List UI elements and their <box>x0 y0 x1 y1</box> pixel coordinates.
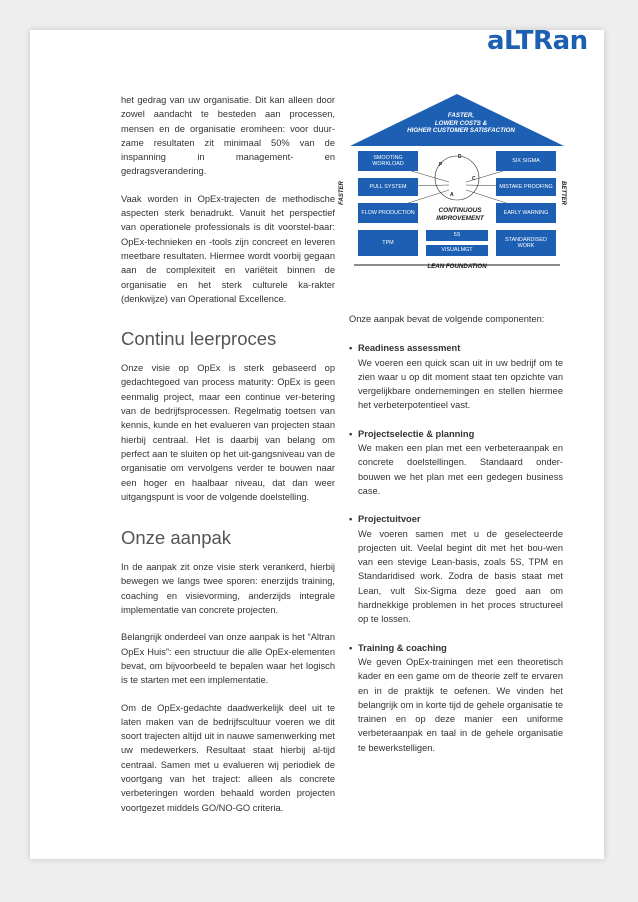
bullet-body-projectselectie: We maken een plan met een verbeteraanpak en concrete doelstellingen. Standaard onder-bouwen we het plan met een gedegen business case. <box>358 443 563 496</box>
pillar-mistake-proofing <box>496 178 556 196</box>
base-5s <box>426 230 488 241</box>
roof-label-text: FASTER, LOWER COSTS & HIGHER CUSTOMER SATISFACTION <box>407 112 515 135</box>
bullet-title-readiness: • Readiness assessment <box>349 343 461 354</box>
base-tpm <box>358 230 418 256</box>
section2-paragraph-1: In de aanpak zit onze visie sterk verankerd, hierbij bewegen we langs twee sporen: enerzijds training, coaching en visievorming, anderzijds integrale implementatie van concrete projecten. <box>121 562 335 616</box>
bullet-title-training: • Training & coaching <box>349 642 447 653</box>
base-visual-mgt <box>426 245 488 256</box>
section-title-continu-leerproces: Continu leerproces <box>121 328 277 350</box>
box-label: SIX SIGMA <box>512 157 540 164</box>
foundation-text: LEAN FOUNDATION <box>427 263 487 270</box>
pillar-smoothing-workload <box>358 151 418 171</box>
intro-paragraph-1: het gedrag van uw organisatie. Dit kan alleen door zowel aandacht te besteden aan processen, mensen en de organisatie eromheen: voor duur-zame resultaten zit minimaal 50% van de inspanning in management- en gedragsverandering. <box>121 95 335 177</box>
section-title-onze-aanpak: Onze aanpak <box>121 527 232 549</box>
opex-house-diagram <box>338 90 568 278</box>
bullet-title-text: Projectuitvoer <box>358 514 421 525</box>
bullet-body-readiness: We voeren een quick scan uit in uw bedrijf om te zien waar u op dit moment staat ten opzichte van vergelijkbare ondernemingen en stellen hiermee het verbeterpotentieel vast. <box>358 357 563 411</box>
components-intro: Onze aanpak bevat de volgende componenten: <box>349 314 545 324</box>
pdca-a: A <box>450 192 454 198</box>
section2-paragraph-2: Belangrijk onderdeel van onze aanpak is het “Altran OpEx Huis”: een structuur die alle OpEx-elementen bevat, om bijvoorbeeld te bepalen waar het logisch is te starten met een implementatie. <box>121 632 335 686</box>
faster-text: FASTER <box>338 181 345 205</box>
bullet-title-projectuitvoer: • Projectuitvoer <box>349 514 421 525</box>
box-label: VISUALMGT <box>441 247 473 254</box>
box-label: TPM <box>382 239 394 246</box>
altran-logo: aLTRan <box>487 26 588 56</box>
right-column <box>349 312 563 755</box>
section2-paragraph-3: Om de OpEx-gedachte daadwerkelijk deel uit te laten maken van de bedrijfscultuur voeren we dit soort trajecten altijd uit in nauwe samenwerking met uw medewerkers. Resultaat staat hierbij al-tijd centraal. Samen met u evalueren wij periodiek de voortgang van het traject: alleen als concrete verbeteringen worden behaald worden projecten voortgezet middels GO/NO-GO criteria. <box>121 702 335 813</box>
pillar-pull-system <box>358 178 418 196</box>
bullet-body-projectuitvoer: We voeren samen met u de geselecteerde projecten uit. Veelal begint dit met het bou-wen van een stevige Lean-basis, zoals 5S, TPM en Standaridised work. Zodra de basis staat met Lean, vult Six-Sigma deze goed aan om hardnekkige problemen in het proces structureel op te lossen. <box>358 528 563 625</box>
bullet-title-text: Training & coaching <box>358 642 447 653</box>
bullet-title-text: Readiness assessment <box>358 343 461 354</box>
roof-label <box>386 112 536 135</box>
bullet-body-training: We geven OpEx-trainingen met een theoretisch kader en een game om de theorie zelf te ervaren en in de praktijk te oefenen. We vinden het belangrijk om in korte tijd de gehele organisatie te trainen en op deze manier een uniforme verbeteraanpak en taal in de gehele organisatie te bewerkstelligen. <box>358 656 563 753</box>
pdca-p: P <box>439 162 443 168</box>
bullet-title-projectselectie: • Projectselectie & planning <box>349 428 475 439</box>
faster-side-label <box>339 181 345 205</box>
better-text: BETTER <box>560 181 566 205</box>
box-label: SMOOTING WORKLOAD <box>372 154 404 167</box>
box-label: FLOW PRODUCTION <box>361 209 415 216</box>
intro-paragraph-2: Vaak worden in OpEx-trajecten de methodische aspecten sterk benadrukt. Vanuit het perspectief van operationele professionals is dit voorstel-baar: OpEx-technieken en -tools zijn concreet en leveren meetbare resultaten. Hiermee wordt voorbij gegaan aan de complexiteit en variëteit binnen de organisatie en het sterk culturele ka-rakter (denkwijze) van Operational Excellence. <box>121 193 335 304</box>
section1-paragraph: Onze visie op OpEx is sterk gebaseerd op gedachtegoed van process maturity: OpEx is geen eenmalig project, maar een continue ver-betering van de bedrijfsprocessen. Regelmatig toetsen van kennis, kunde en het evalueren van projecten staan hierbij centraal. Het is daarbij van belang om perfect aan te sluiten op het uit-gangsniveau van de organisatie om vervolgens verder te bouwen naar een hoger en haalbaar niveau, dat dan weer uitgangspunt is voor de volgende doelstelling. <box>121 363 335 502</box>
pillar-flow-production <box>358 203 418 223</box>
center-text: CONTINUOUS IMPROVEMENT <box>436 207 484 222</box>
box-label: EARLY WARNING <box>503 209 549 216</box>
pdca-d: D <box>458 154 462 160</box>
box-label: STANDARDISED WORK <box>505 236 547 249</box>
pillar-early-warning <box>496 203 556 223</box>
continuous-improvement-label <box>424 207 496 223</box>
base-standardised-work <box>496 230 556 256</box>
box-label: 5S <box>453 232 461 239</box>
better-side-label <box>560 181 566 205</box>
pillar-six-sigma <box>496 151 556 171</box>
bullet-title-text: Projectselectie & planning <box>358 428 475 439</box>
box-label: MISTAKE PROOFING <box>499 183 553 190</box>
box-label: PULL SYSTEM <box>369 183 407 190</box>
pdca-c: C <box>472 176 476 182</box>
lean-foundation-label <box>418 263 496 270</box>
left-column <box>121 93 335 815</box>
